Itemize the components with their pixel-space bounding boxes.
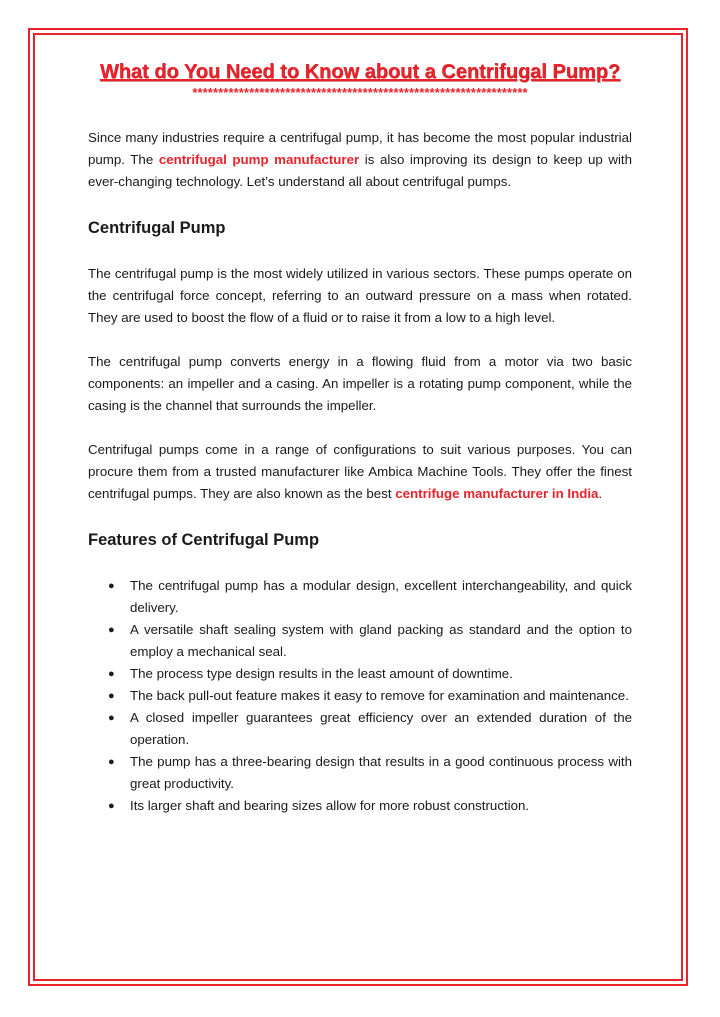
section1-paragraph-1: The centrifugal pump is the most widely utilized in various sectors. These pumps operate on the centrifugal force concept, referring to an outward pressure on a mass when rotated. They are used to boost the flow of a fluid or to raise it from a low to a high level.	[88, 266, 632, 325]
bullet-icon: ●	[108, 800, 115, 812]
title-divider: *****************************************************************	[192, 86, 528, 100]
centrifugal-pump-manufacturer-link[interactable]: centrifugal pump manufacturer	[158, 152, 360, 167]
para3-text-after: .	[598, 486, 603, 501]
list-item-text: The back pull-out feature makes it easy to remove for examination and maintenance.	[130, 688, 629, 703]
list-item-text: A versatile shaft sealing system with gland packing as standard and the option to employ a mechanical seal.	[130, 622, 632, 659]
bullet-icon: ●	[108, 580, 115, 592]
bullet-icon: ●	[108, 712, 115, 724]
list-item	[88, 663, 632, 685]
list-item-text: The pump has a three-bearing design that results in a good continuous process with great productivity.	[130, 754, 632, 791]
section1-paragraph-2: The centrifugal pump converts energy in a flowing fluid from a motor via two basic components: an impeller and a casing. An impeller is a rotating pump component, while the casing is the channel that surrounds the impeller.	[88, 354, 632, 413]
intro-text-before: Since many industries require a centrifugal pump, it has become the most popular industrial pump. The	[88, 130, 632, 167]
bullet-icon: ●	[108, 690, 115, 702]
list-item-text: A closed impeller guarantees great efficiency over an extended duration of the operation.	[130, 710, 632, 747]
list-item	[88, 751, 632, 795]
list-item	[88, 619, 632, 663]
features-list	[88, 575, 632, 817]
intro-paragraph	[88, 127, 632, 193]
bullet-icon: ●	[108, 624, 115, 636]
section-heading-features: Features of Centrifugal Pump	[88, 531, 320, 549]
list-item	[88, 795, 632, 817]
bullet-icon: ●	[108, 756, 115, 768]
list-item	[88, 685, 632, 707]
section-heading-centrifugal-pump: Centrifugal Pump	[88, 219, 226, 237]
list-item	[88, 575, 632, 619]
document-body	[88, 58, 632, 817]
list-item-text: The centrifugal pump has a modular design, excellent interchangeability, and quick delivery.	[130, 578, 632, 615]
para3-text-before: Centrifugal pumps come in a range of configurations to suit various purposes. You can procure them from a trusted manufacturer like Ambica Machine Tools. They offer the finest centrifugal pumps. They are also known as the best	[88, 442, 632, 501]
bullet-icon: ●	[108, 668, 115, 680]
centrifuge-manufacturer-link[interactable]: centrifuge manufacturer in India	[395, 486, 599, 501]
section1-paragraph-3	[88, 439, 632, 505]
list-item	[88, 707, 632, 751]
list-item-text: The process type design results in the least amount of downtime.	[130, 666, 513, 681]
list-item-text: Its larger shaft and bearing sizes allow for more robust construction.	[130, 798, 530, 813]
intro-text-after: is also improving its design to keep up with ever-changing technology. Let’s understand all about centrifugal pumps.	[88, 152, 632, 189]
page-title: What do You Need to Know about a Centrifugal Pump?	[99, 61, 621, 83]
